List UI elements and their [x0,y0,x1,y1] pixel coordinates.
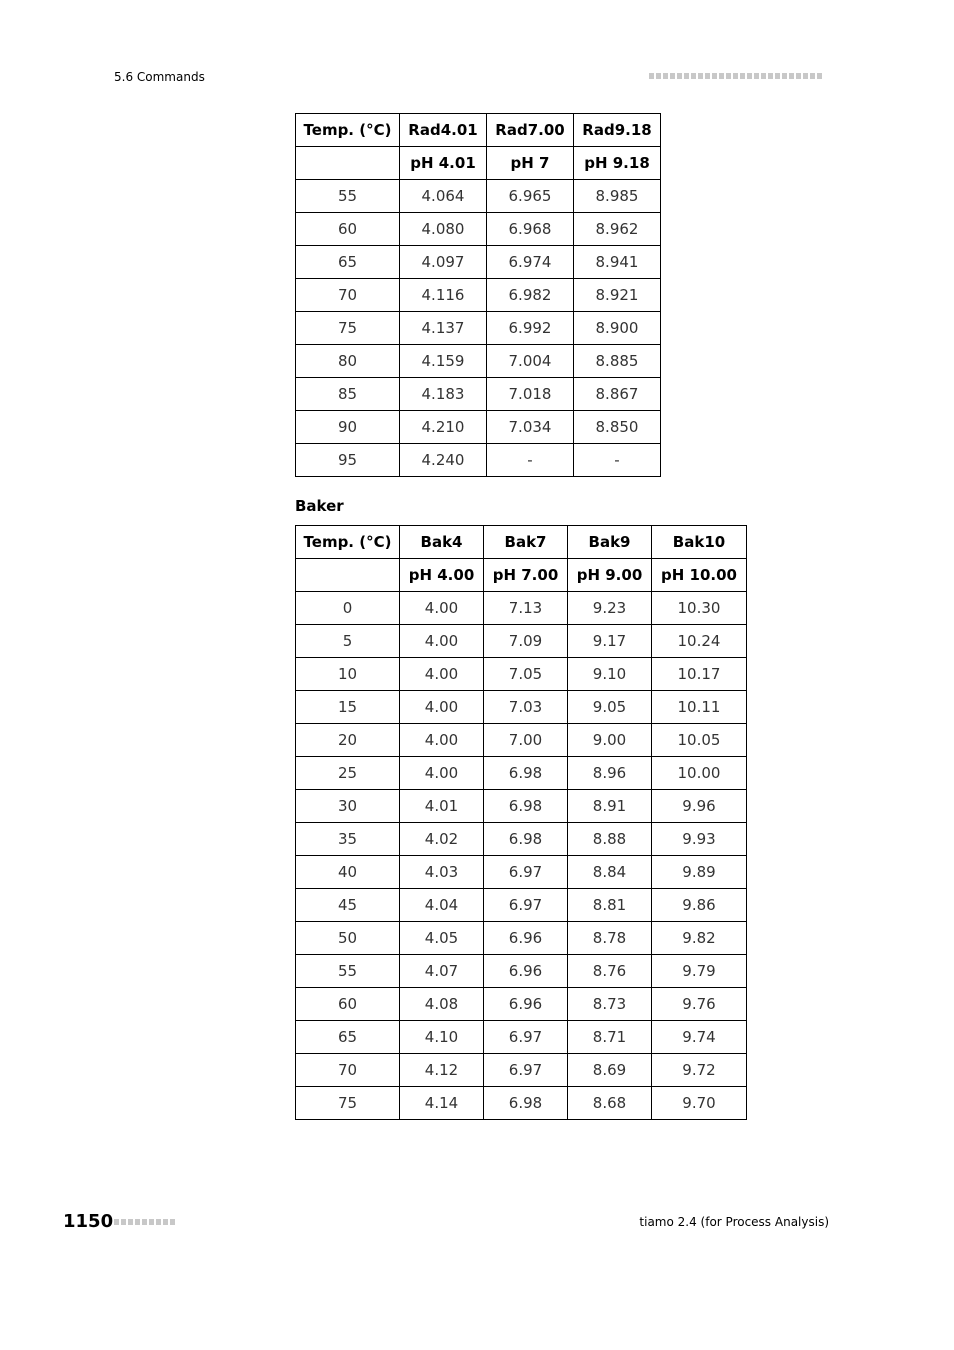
table-cell: 4.08 [400,988,484,1021]
table-cell: 8.850 [574,411,661,444]
table-cell: 15 [296,691,400,724]
column-header: Rad9.18 [574,114,661,147]
table-cell: 4.00 [400,592,484,625]
table-cell: 10.30 [652,592,747,625]
table-cell: 95 [296,444,400,477]
table-cell: 6.96 [484,955,568,988]
table-cell: 4.240 [400,444,487,477]
baker-section-title: Baker [295,497,344,515]
table-cell: 9.79 [652,955,747,988]
table-cell: 9.96 [652,790,747,823]
table-row [296,345,661,378]
table-cell: 9.82 [652,922,747,955]
table-cell: 80 [296,345,400,378]
table-cell: 8.962 [574,213,661,246]
column-header: Bak4 [400,526,484,559]
table-row [296,790,747,823]
table-cell: 60 [296,213,400,246]
table-row [296,213,661,246]
table-cell: 9.10 [568,658,652,691]
table-cell: 70 [296,1054,400,1087]
table-cell: 9.72 [652,1054,747,1087]
table-cell: 8.921 [574,279,661,312]
table-cell: 10.00 [652,757,747,790]
table-cell: 8.78 [568,922,652,955]
table-cell: 9.70 [652,1087,747,1120]
table-cell: 65 [296,1021,400,1054]
table-cell: 8.71 [568,1021,652,1054]
table-cell: 8.900 [574,312,661,345]
table-cell: 4.080 [400,213,487,246]
table-cell: 4.03 [400,856,484,889]
table-cell: 10.17 [652,658,747,691]
radiometer-buffer-table [295,113,661,477]
table-cell: 55 [296,180,400,213]
table-subheader-row [296,559,747,592]
table-cell: 6.992 [487,312,574,345]
table-cell: 10.11 [652,691,747,724]
table-cell: 9.17 [568,625,652,658]
table-row [296,1054,747,1087]
table-cell: 85 [296,378,400,411]
table-cell: 9.89 [652,856,747,889]
table-cell: 0 [296,592,400,625]
table-cell: 6.97 [484,1021,568,1054]
column-subheader: pH 4.01 [400,147,487,180]
table-cell: 8.91 [568,790,652,823]
table-row [296,592,747,625]
column-subheader [296,147,400,180]
table-cell: 9.23 [568,592,652,625]
table-cell: 65 [296,246,400,279]
table-cell: 8.84 [568,856,652,889]
column-header: Temp. (°C) [296,114,400,147]
table-cell: 7.09 [484,625,568,658]
table-cell: 7.034 [487,411,574,444]
column-subheader: pH 9.18 [574,147,661,180]
column-subheader: pH 10.00 [652,559,747,592]
table-cell: 4.183 [400,378,487,411]
table-cell: 6.97 [484,1054,568,1087]
table-row [296,658,747,691]
table-row [296,444,661,477]
table-cell: 8.985 [574,180,661,213]
table-header-row [296,114,661,147]
table-cell: 4.00 [400,724,484,757]
table-cell: 9.76 [652,988,747,1021]
footer-product-name: tiamo 2.4 (for Process Analysis) [639,1215,829,1229]
table-cell: 6.968 [487,213,574,246]
table-row [296,312,661,345]
column-subheader [296,559,400,592]
table-cell: 8.88 [568,823,652,856]
table-cell: 9.74 [652,1021,747,1054]
table-row [296,279,661,312]
table-cell: 7.05 [484,658,568,691]
table-cell: 9.93 [652,823,747,856]
page-number: 1150 [63,1211,114,1232]
table-cell: 50 [296,922,400,955]
table-row [296,411,661,444]
column-header: Bak10 [652,526,747,559]
table-cell: 4.159 [400,345,487,378]
table-cell: 35 [296,823,400,856]
table-cell: 8.81 [568,889,652,922]
table-cell: 30 [296,790,400,823]
table-row [296,856,747,889]
column-subheader: pH 7 [487,147,574,180]
table-cell: 20 [296,724,400,757]
table-cell: 4.00 [400,757,484,790]
table-cell: 75 [296,1087,400,1120]
table-cell: - [574,444,661,477]
table-row [296,988,747,1021]
table-cell: 4.14 [400,1087,484,1120]
table-cell: 40 [296,856,400,889]
table-cell: 4.05 [400,922,484,955]
baker-buffer-table [295,525,747,1120]
column-subheader: pH 7.00 [484,559,568,592]
table-cell: 8.885 [574,345,661,378]
table-cell: 8.941 [574,246,661,279]
table-cell: 4.137 [400,312,487,345]
table-cell: 7.13 [484,592,568,625]
table-row [296,823,747,856]
table-cell: 9.86 [652,889,747,922]
table-cell: 7.00 [484,724,568,757]
table-row [296,691,747,724]
table-cell: 4.064 [400,180,487,213]
table-cell: 4.00 [400,625,484,658]
running-header-section: 5.6 Commands [114,70,205,84]
table-row [296,246,661,279]
table-cell: 6.97 [484,889,568,922]
table-cell: 10.05 [652,724,747,757]
table-cell: 5 [296,625,400,658]
column-header: Bak9 [568,526,652,559]
table-cell: 4.097 [400,246,487,279]
table-cell: 9.00 [568,724,652,757]
table-row [296,757,747,790]
table-cell: 55 [296,955,400,988]
table-cell: 6.965 [487,180,574,213]
table-header-row [296,526,747,559]
table-cell: 6.974 [487,246,574,279]
table-cell: 4.00 [400,691,484,724]
table-cell: 6.98 [484,790,568,823]
table-cell: 6.982 [487,279,574,312]
table-cell: 75 [296,312,400,345]
table-row [296,378,661,411]
table-cell: 8.69 [568,1054,652,1087]
table-cell: 8.68 [568,1087,652,1120]
table-cell: 8.96 [568,757,652,790]
table-cell: 6.96 [484,988,568,1021]
table-cell: 4.10 [400,1021,484,1054]
table-cell: 8.76 [568,955,652,988]
table-cell: 6.97 [484,856,568,889]
column-header: Bak7 [484,526,568,559]
header-decoration [649,73,822,79]
table-cell: 6.98 [484,823,568,856]
footer-decoration [114,1219,175,1225]
table-row [296,955,747,988]
table-cell: 25 [296,757,400,790]
table-cell: 60 [296,988,400,1021]
column-header: Rad7.00 [487,114,574,147]
column-subheader: pH 9.00 [568,559,652,592]
table-cell: 4.116 [400,279,487,312]
column-subheader: pH 4.00 [400,559,484,592]
table-cell: 4.04 [400,889,484,922]
table-cell: 4.01 [400,790,484,823]
table-cell: 45 [296,889,400,922]
table-cell: 7.018 [487,378,574,411]
column-header: Rad4.01 [400,114,487,147]
table-cell: 10.24 [652,625,747,658]
table-cell: 7.004 [487,345,574,378]
table-cell: 6.98 [484,757,568,790]
table-cell: 4.02 [400,823,484,856]
table-subheader-row [296,147,661,180]
table-row [296,180,661,213]
table-cell: 6.96 [484,922,568,955]
table-row [296,1021,747,1054]
table-cell: 10 [296,658,400,691]
table-row [296,625,747,658]
table-cell: 4.12 [400,1054,484,1087]
table-cell: - [487,444,574,477]
column-header: Temp. (°C) [296,526,400,559]
table-cell: 70 [296,279,400,312]
table-cell: 90 [296,411,400,444]
table-cell: 4.00 [400,658,484,691]
table-cell: 7.03 [484,691,568,724]
table-cell: 6.98 [484,1087,568,1120]
table-cell: 9.05 [568,691,652,724]
table-row [296,1087,747,1120]
table-row [296,922,747,955]
table-row [296,724,747,757]
table-cell: 8.867 [574,378,661,411]
table-cell: 4.210 [400,411,487,444]
table-row [296,889,747,922]
table-cell: 8.73 [568,988,652,1021]
table-cell: 4.07 [400,955,484,988]
